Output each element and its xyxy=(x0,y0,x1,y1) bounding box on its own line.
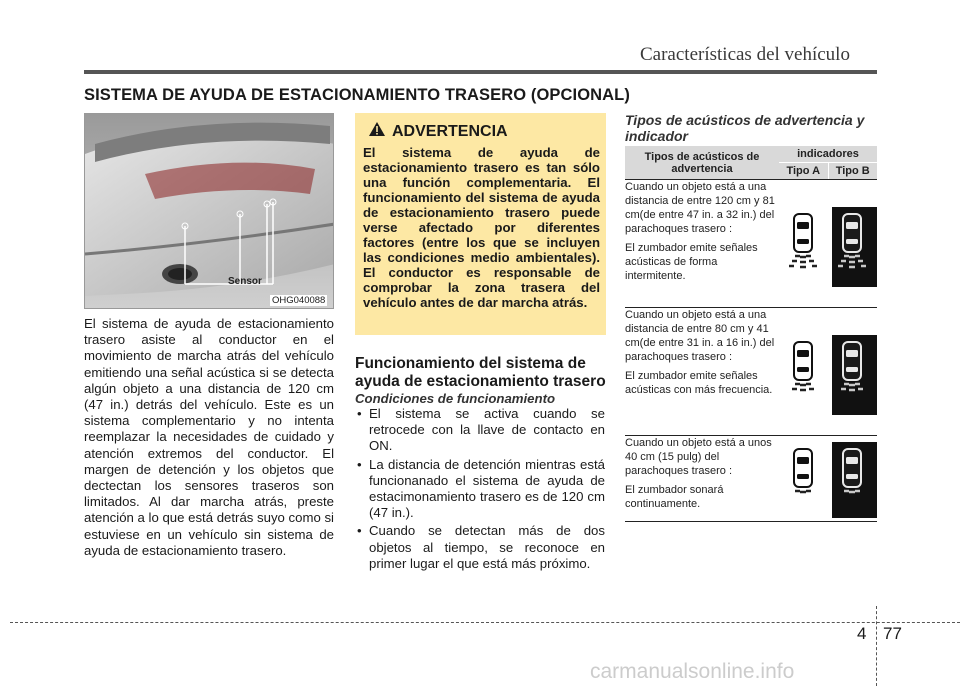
alarm-table xyxy=(625,146,877,522)
list-item: • Cuando se detectan más de dos objetos al tiempo, se reconoce en primer lugar el que está más próximo. xyxy=(355,523,605,572)
indicator-type-b xyxy=(828,308,877,436)
warning-box xyxy=(355,113,606,335)
conditions-list xyxy=(355,406,605,574)
chapter-number: 4 xyxy=(857,624,867,643)
col-header-type-a: Tipo A xyxy=(779,163,828,180)
sensor-arc-icon xyxy=(789,266,817,267)
intro-paragraph: El sistema de ayuda de estacionamiento trasero asiste al conductor en el movimiento de marcha atrás del vehículo emitiendo una señal acústica si se detecta algún objeto a una distancia de 120 cm (47 in.) detrás del vehículo. Este es un sistema complementario y no intenta reemplazar la necesidades de cuidado y atención extremos del conductor. El margen de detención y los objetos que dectectan los sensores traseros son limitados. Al dar marcha atrás, preste atención a lo que está detrás suyo como si estuviese en un vehículo sin sistema de ayuda de estacionamiento trasero. xyxy=(84,316,334,558)
sensor-arc-icon xyxy=(792,261,814,262)
table-row xyxy=(625,180,877,308)
row-condition: Cuando un objeto está a una distancia de entre 80 cm y 41 cm(de entre 31 in. a 16 in.) del parachoques trasero : xyxy=(625,309,775,363)
watermark: carmanualsonline.info xyxy=(590,660,795,683)
section-title: SISTEMA DE AYUDA DE ESTACIONAMIENTO TRASERO (OPCIONAL) xyxy=(84,86,630,104)
table-row xyxy=(625,308,877,436)
page-number: 77 xyxy=(883,624,902,643)
footer-rule xyxy=(10,622,960,623)
warning-text: El sistema de ayuda de estacionamiento trasero es tan sólo una función complementaria. El funcionamiento del sistema de ayuda de estacionamiento trasero puede verse afectado por diferentes factores (entre los que se incluyen las condiciones medio ambientales). El conductor es responsable de comprobar la zona trasera del vehículo antes de dar marcha atrás. xyxy=(363,145,600,310)
warning-triangle-icon xyxy=(368,121,386,142)
row-effect: El zumbador emite señales acústicas de forma intermitente. xyxy=(625,242,758,282)
indicator-type-b xyxy=(828,180,877,308)
photo-code: OHG040088 xyxy=(272,295,326,306)
car-top-view-icon xyxy=(794,214,812,252)
col-header-indicators: indicadores xyxy=(779,146,877,163)
footer-divider xyxy=(876,606,877,686)
sensor-arc-icon xyxy=(844,491,860,492)
col-header-type-b: Tipo B xyxy=(828,163,877,180)
list-item: • La distancia de detención mientras está funcionanado el sistema de ayuda de estacimonamiento trasero es de 120 cm (47 in.). xyxy=(355,457,605,522)
car-top-view-icon xyxy=(843,449,861,487)
sensor-arc-icon xyxy=(795,256,811,257)
indicator-type-a xyxy=(779,308,828,436)
car-top-view-icon xyxy=(794,449,812,487)
indicator-type-b xyxy=(828,436,877,522)
indicator-type-a xyxy=(779,436,828,522)
header-rule xyxy=(84,70,877,74)
conditions-title: Condiciones de funcionamiento xyxy=(355,391,556,406)
row-condition: Cuando un objeto está a una distancia de entre 120 cm y 81 cm(de entre 47 in. a 32 in.) del parachoques trasero : xyxy=(625,181,775,235)
sensor-arc-icon xyxy=(795,491,811,492)
col-header-type: Tipos de acústicos de advertencia xyxy=(625,146,779,180)
car-top-view-icon xyxy=(843,342,861,380)
warning-title: ADVERTENCIA xyxy=(392,122,508,140)
car-top-view-icon xyxy=(794,342,812,380)
car-rear-photo xyxy=(84,113,334,309)
sensor-arc-icon xyxy=(844,256,860,257)
sensor-arc-icon xyxy=(844,384,860,385)
alarm-types-title: Tipos de acústicos de advertencia y indicador xyxy=(625,112,865,144)
indicator-type-a xyxy=(779,180,828,308)
row-effect: El zumbador emite señales acústicas con más frecuencia. xyxy=(625,370,773,396)
row-condition: Cuando un objeto está a unos 40 cm (15 pulg) del parachoques trasero : xyxy=(625,437,772,477)
operation-title: Funcionamiento del sistema de ayuda de estacionamiento trasero xyxy=(355,355,606,390)
sensor-arc-icon xyxy=(841,261,863,262)
list-item: • El sistema se activa cuando se retrocede con la llave de contacto en ON. xyxy=(355,406,605,455)
car-top-view-icon xyxy=(843,214,861,252)
sensor-label: Sensor xyxy=(228,276,262,287)
sensor-arc-icon xyxy=(792,389,814,390)
running-header: Características del vehículo xyxy=(640,44,850,65)
sensor-arc-icon xyxy=(795,384,811,385)
row-effect: El zumbador sonará continuamente. xyxy=(625,484,724,510)
sensor-arc-icon xyxy=(841,389,863,390)
table-row xyxy=(625,436,877,522)
sensor-arc-icon xyxy=(838,266,866,267)
